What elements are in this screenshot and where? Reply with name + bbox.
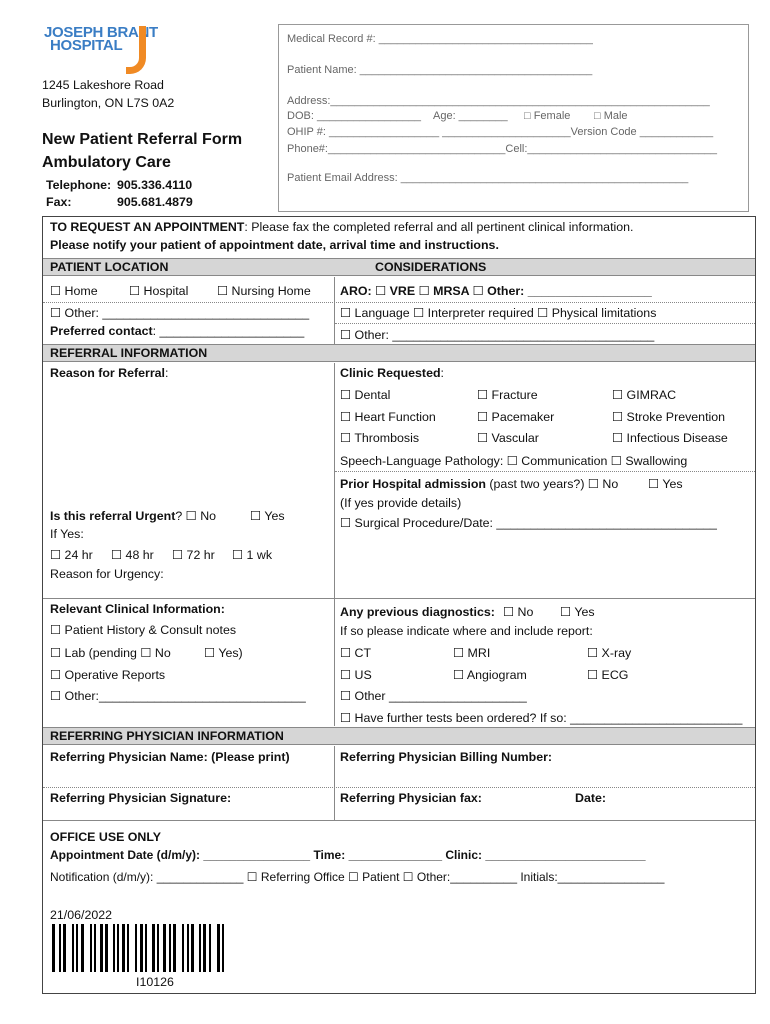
divider: [334, 746, 335, 820]
urgent-yes-checkbox[interactable]: ☐ Yes: [250, 509, 285, 523]
duration-1wk-checkbox[interactable]: ☐ 1 wk: [232, 548, 273, 562]
address-street: 1245 Lakeshore Road: [42, 78, 164, 92]
further-tests-field[interactable]: ☐ Have further tests been ordered? If so: _________________________: [340, 711, 743, 725]
reason-colon: :: [165, 366, 169, 380]
urgent-question[interactable]: [50, 509, 216, 524]
office-use-header: OFFICE USE ONLY: [50, 830, 162, 844]
clinic-requested: [340, 366, 444, 381]
clinic-vascular-checkbox[interactable]: ☐ Vascular: [477, 431, 539, 445]
previous-diagnostics-label: Any previous diagnostics:: [340, 605, 495, 619]
telephone-label: Telephone:: [46, 178, 112, 192]
patient-history-checkbox[interactable]: ☐ Patient History & Consult notes: [50, 623, 237, 637]
physician-info-header: REFERRING PHYSICIAN INFORMATION: [50, 729, 284, 743]
urgent-label: Is this referral Urgent: [50, 509, 176, 523]
clinic-infectious-disease-checkbox[interactable]: ☐ Infectious Disease: [612, 431, 728, 445]
clinic-pacemaker-checkbox[interactable]: ☐ Pacemaker: [477, 410, 555, 424]
divider: [43, 598, 755, 599]
male-checkbox[interactable]: □ Male: [594, 110, 628, 122]
ohip-field[interactable]: OHIP #: __________________ _____________________Version Code ____________: [287, 126, 714, 138]
prior-admission-details: (If yes provide details): [340, 496, 462, 510]
location-other-field[interactable]: ☐ Other: ______________________________: [50, 306, 310, 320]
fax-label: Fax:: [46, 195, 72, 209]
referral-info-header: REFERRAL INFORMATION: [50, 346, 208, 360]
reason-for-urgency-label: Reason for Urgency:: [50, 567, 164, 581]
previous-diagnostics-question: [340, 605, 495, 620]
form-date: 21/06/2022: [50, 908, 113, 922]
urgent-no-checkbox: ? ☐ No: [175, 509, 217, 523]
age-field[interactable]: Age: ________: [433, 110, 508, 122]
prior-admission-label: Prior Hospital admission: [340, 477, 486, 491]
barcode: [52, 924, 258, 972]
nursing-home-checkbox[interactable]: ☐ Nursing Home: [217, 284, 311, 298]
request-text: : Please fax the completed referral and all pertinent clinical information.: [244, 220, 634, 234]
divider: [43, 302, 755, 303]
preferred-contact-label: Preferred contact: [50, 324, 153, 338]
if-yes-label: If Yes:: [50, 527, 84, 541]
address-city: Burlington, ON L7S 0A2: [42, 96, 175, 110]
reason-for-referral: [50, 366, 168, 381]
phone-field[interactable]: Phone#:_____________________________Cell:_______________________________: [287, 143, 718, 155]
clinic-label: Clinic Requested: [340, 366, 441, 380]
considerations-other-field[interactable]: ☐ Other: ______________________________________: [340, 328, 655, 342]
physician-fax-label[interactable]: Referring Physician fax:: [340, 791, 482, 805]
logo-j-mark: [126, 26, 146, 74]
divider: [335, 471, 755, 472]
test-ct-checkbox[interactable]: ☐ CT: [340, 646, 372, 660]
form-title: New Patient Referral Form: [42, 131, 243, 148]
divider: [43, 787, 755, 788]
clinic-colon: :: [440, 366, 444, 380]
preferred-contact-field[interactable]: [50, 324, 304, 339]
physician-date-label[interactable]: Date:: [575, 791, 606, 805]
clinic-heart-function-checkbox[interactable]: ☐ Heart Function: [340, 410, 436, 424]
logo-line-2: HOSPITAL: [50, 37, 123, 54]
test-angiogram-checkbox[interactable]: ☐ Angiogram: [453, 668, 527, 682]
clinic-stroke-prevention-checkbox[interactable]: ☐ Stroke Prevention: [612, 410, 726, 424]
notification-fields[interactable]: Notification (d/m/y): _____________ ☐ Referring Office ☐ Patient ☐ Other:__________ Initials:________________: [50, 870, 665, 884]
patient-name-field[interactable]: Patient Name: ______________________________________: [287, 64, 593, 76]
test-us-checkbox[interactable]: ☐ US: [340, 668, 372, 682]
diagnostics-yes-checkbox[interactable]: ☐ Yes: [560, 605, 595, 619]
duration-24hr-checkbox[interactable]: ☐ 24 hr: [50, 548, 93, 562]
divider: [334, 277, 335, 344]
clinic-dental-checkbox[interactable]: ☐ Dental: [340, 388, 391, 402]
test-other-field[interactable]: ☐ Other ____________________: [340, 689, 527, 703]
aro-checkboxes[interactable]: ARO: ☐ VRE ☐ MRSA ☐ Other: __________________: [340, 284, 652, 298]
preferred-contact-line: : _____________________: [152, 324, 305, 338]
language-interpreter-checkboxes[interactable]: ☐ Language ☐ Interpreter required ☐ Physical limitations: [340, 306, 657, 320]
prior-admission-no: (past two years?) ☐ No: [485, 477, 619, 491]
clinic-thrombosis-checkbox[interactable]: ☐ Thrombosis: [340, 431, 420, 445]
test-ecg-checkbox[interactable]: ☐ ECG: [587, 668, 629, 682]
billing-number-label[interactable]: Referring Physician Billing Number:: [340, 750, 553, 764]
patient-location-header: PATIENT LOCATION: [50, 260, 169, 274]
clinical-other-field[interactable]: ☐ Other:______________________________: [50, 689, 306, 703]
female-checkbox[interactable]: □ Female: [524, 110, 571, 122]
barcode-number: I10126: [136, 975, 174, 989]
appointment-fields[interactable]: Appointment Date (d/m/y): ________________ Time: ______________ Clinic: ________________________: [50, 848, 646, 862]
prior-admission-question[interactable]: [340, 477, 618, 492]
email-field[interactable]: Patient Email Address: _______________________________________________: [287, 172, 689, 184]
telephone-number: 905.336.4110: [117, 178, 193, 192]
duration-72hr-checkbox[interactable]: ☐ 72 hr: [172, 548, 215, 562]
lab-pending-yes-checkbox[interactable]: ☐ Yes): [204, 646, 243, 660]
reason-label: Reason for Referral: [50, 366, 165, 380]
speech-language-checkboxes[interactable]: Speech-Language Pathology: ☐ Communication ☐ Swallowing: [340, 454, 688, 468]
divider: [334, 363, 335, 726]
request-instruction: [50, 220, 634, 235]
prior-admission-yes-checkbox[interactable]: ☐ Yes: [648, 477, 683, 491]
diagnostics-no-checkbox[interactable]: ☐ No: [503, 605, 534, 619]
clinical-info-label: Relevant Clinical Information:: [50, 602, 225, 616]
request-heading: TO REQUEST AN APPOINTMENT: [50, 220, 245, 234]
notify-instruction: Please notify your patient of appointment date, arrival time and instructions.: [50, 238, 499, 252]
hospital-checkbox[interactable]: ☐ Hospital: [129, 284, 189, 298]
divider: [43, 820, 755, 821]
test-xray-checkbox[interactable]: ☐ X-ray: [587, 646, 632, 660]
duration-48hr-checkbox[interactable]: ☐ 48 hr: [111, 548, 154, 562]
diagnostics-indicate-text: If so please indicate where and include report:: [340, 624, 593, 638]
logo-line-1: JOSEPH BRANT: [44, 24, 158, 41]
clinic-fracture-checkbox[interactable]: ☐ Fracture: [477, 388, 538, 402]
patient-address-field[interactable]: Address:______________________________________________________________: [287, 95, 710, 107]
fax-number: 905.681.4879: [117, 195, 193, 209]
dob-field[interactable]: DOB: _________________: [287, 110, 421, 122]
physician-name-label[interactable]: Referring Physician Name: (Please print): [50, 750, 290, 764]
form-subtitle: Ambulatory Care: [42, 154, 171, 171]
home-checkbox[interactable]: ☐ Home: [50, 284, 98, 298]
clinic-gimrac-checkbox[interactable]: ☐ GIMRAC: [612, 388, 677, 402]
surgical-procedure-field[interactable]: ☐ Surgical Procedure/Date: ________________________________: [340, 516, 717, 530]
medical-record-field[interactable]: Medical Record #: ___________________________________: [287, 33, 593, 45]
divider: [335, 323, 755, 324]
test-mri-checkbox[interactable]: ☐ MRI: [453, 646, 491, 660]
operative-reports-checkbox[interactable]: ☐ Operative Reports: [50, 668, 166, 682]
lab-pending-no-checkbox[interactable]: ☐ Lab (pending ☐ No: [50, 646, 171, 660]
physician-signature-label[interactable]: Referring Physician Signature:: [50, 791, 232, 805]
considerations-header: CONSIDERATIONS: [375, 260, 487, 274]
